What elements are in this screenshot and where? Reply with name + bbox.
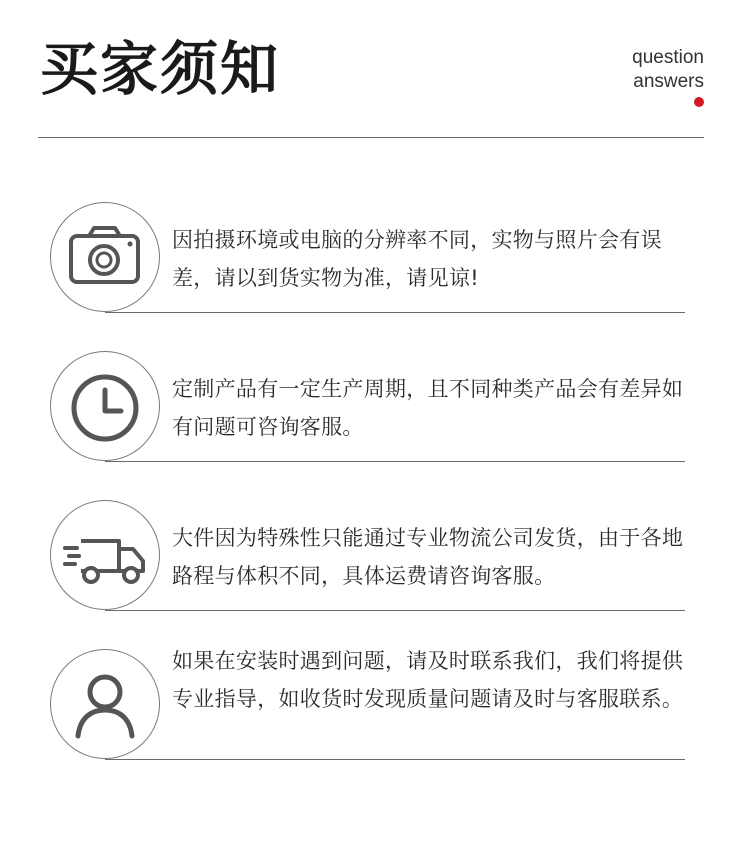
user-icon xyxy=(51,650,158,757)
notice-text: 定制产品有一定生产周期，且不同种类产品会有差异如有问题可咨询客服。 xyxy=(172,377,684,439)
clock-icon-circle xyxy=(50,351,160,461)
item-divider xyxy=(105,312,685,313)
page-title: 买家须知 xyxy=(40,35,281,103)
header-subtitle xyxy=(632,46,704,94)
camera-icon xyxy=(51,203,158,310)
clock-icon xyxy=(51,352,158,459)
delivery-truck-icon-circle xyxy=(50,500,160,610)
subtitle-question: question xyxy=(632,47,704,68)
delivery-truck-icon xyxy=(51,501,158,608)
item-divider xyxy=(105,759,685,760)
header-divider xyxy=(38,137,704,138)
item-divider xyxy=(105,461,685,462)
notice-item-production xyxy=(0,351,750,463)
notice-item-shipping xyxy=(0,500,750,612)
notice-item-installation xyxy=(0,649,750,761)
camera-icon-circle xyxy=(50,202,160,312)
accent-dot xyxy=(694,97,704,107)
item-divider xyxy=(105,610,685,611)
user-icon-circle xyxy=(50,649,160,759)
notice-text: 因拍摄环境或电脑的分辨率不同，实物与照片会有误差，请以到货实物为准，请见谅! xyxy=(172,228,662,290)
subtitle-answers: answers xyxy=(633,71,704,92)
notice-text: 如果在安装时遇到问题，请及时联系我们，我们将提供专业指导，如收货时发现质量问题请及时与客服联系。 xyxy=(172,649,684,711)
notice-text: 大件因为特殊性只能通过专业物流公司发货，由于各地路程与体积不同，具体运费请咨询客服。 xyxy=(172,526,684,588)
notice-item-photo xyxy=(0,202,750,314)
